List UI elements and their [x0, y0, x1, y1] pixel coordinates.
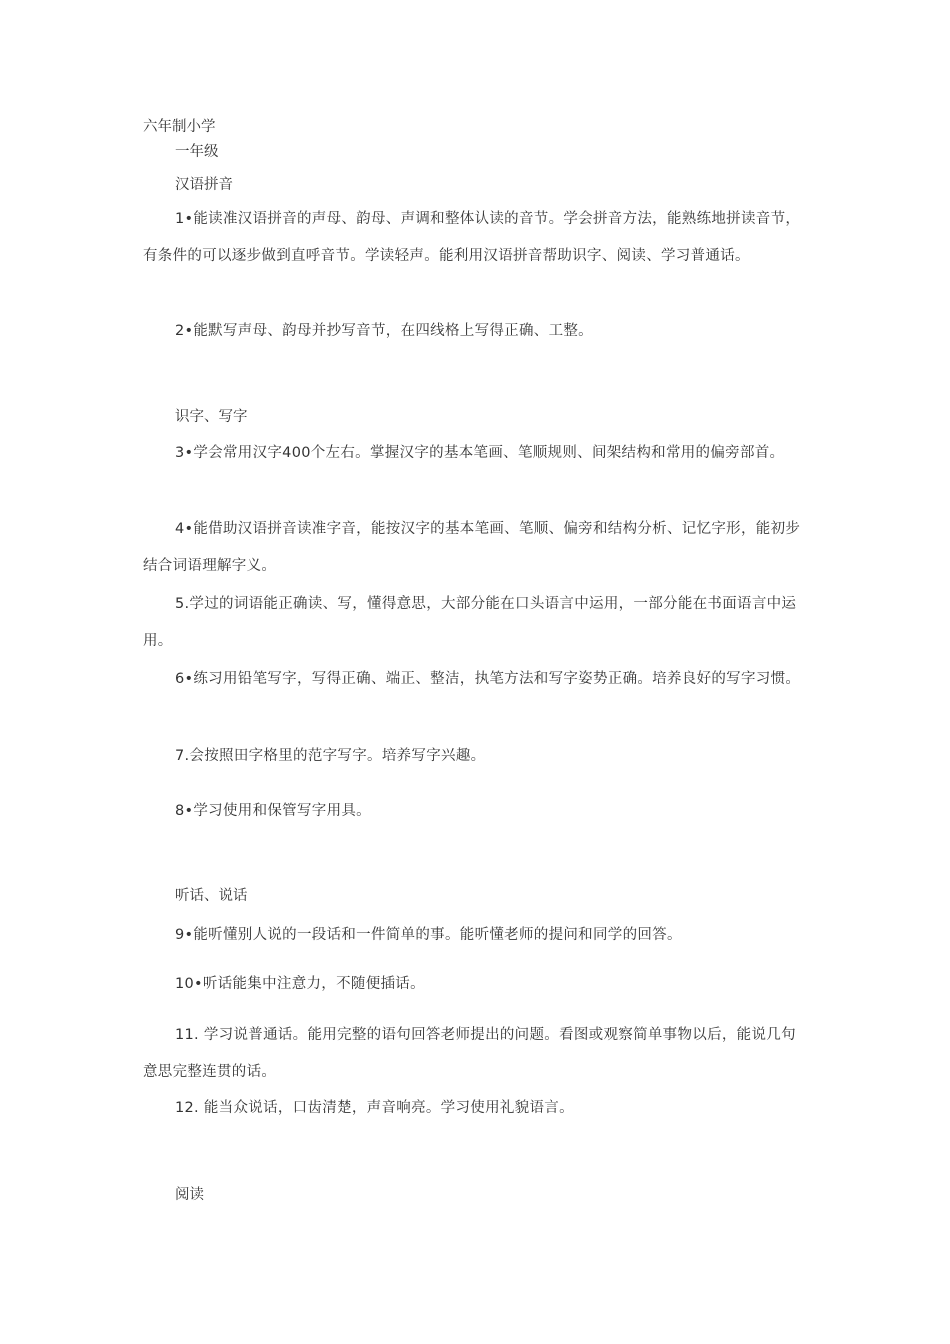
- list-item: 1•能读准汉语拼音的声母、韵母、声调和整体认读的音节。学会拼音方法，能熟练地拼读音节，有条件的可以逐步做到直呼音节。学读轻声。能利用汉语拼音帮助识字、阅读、学习普通话。: [143, 211, 801, 264]
- list-item: 4•能借助汉语拼音读准字音，能按汉字的基本笔画、笔顺、偏旁和结构分析、记忆字形，能初步结合词语理解字义。: [143, 521, 801, 574]
- list-item: 10•听话能集中注意力，不随便插话。: [175, 976, 425, 992]
- section-heading-listening-speaking: 听话、说话: [175, 888, 248, 904]
- grade-heading: 一年级: [175, 144, 219, 160]
- section-heading-literacy: 识字、写字: [175, 409, 248, 425]
- list-item: 7.会按照田字格里的范字写字。培养写字兴趣。: [175, 748, 486, 764]
- school-type-title: 六年制小学: [143, 119, 216, 135]
- list-item: 11. 学习说普通话。能用完整的语句回答老师提出的问题。看图或观察简单事物以后，能说几句意思完整连贯的话。: [143, 1027, 796, 1080]
- list-item: 9•能听懂别人说的一段话和一件简单的事。能听懂老师的提问和同学的回答。: [175, 927, 682, 943]
- list-item: 8•学习使用和保管写字用具。: [175, 803, 371, 819]
- list-item: 12. 能当众说话，口齿清楚，声音响亮。学习使用礼貌语言。: [175, 1100, 574, 1116]
- list-item: 3•学会常用汉字400个左右。掌握汉字的基本笔画、笔顺规则、间架结构和常用的偏旁部首。: [175, 445, 785, 461]
- section-heading-pinyin: 汉语拼音: [175, 177, 233, 193]
- section-heading-reading: 阅读: [175, 1187, 204, 1203]
- list-item: 2•能默写声母、韵母并抄写音节，在四线格上写得正确、工整。: [175, 323, 593, 339]
- list-item: 5.学过的词语能正确读、写，懂得意思，大部分能在口头语言中运用，一部分能在书面语言中运用。: [143, 596, 797, 649]
- list-item: 6•练习用铅笔写字，写得正确、端正、整洁，执笔方法和写字姿势正确。培养良好的写字习惯。: [175, 671, 801, 687]
